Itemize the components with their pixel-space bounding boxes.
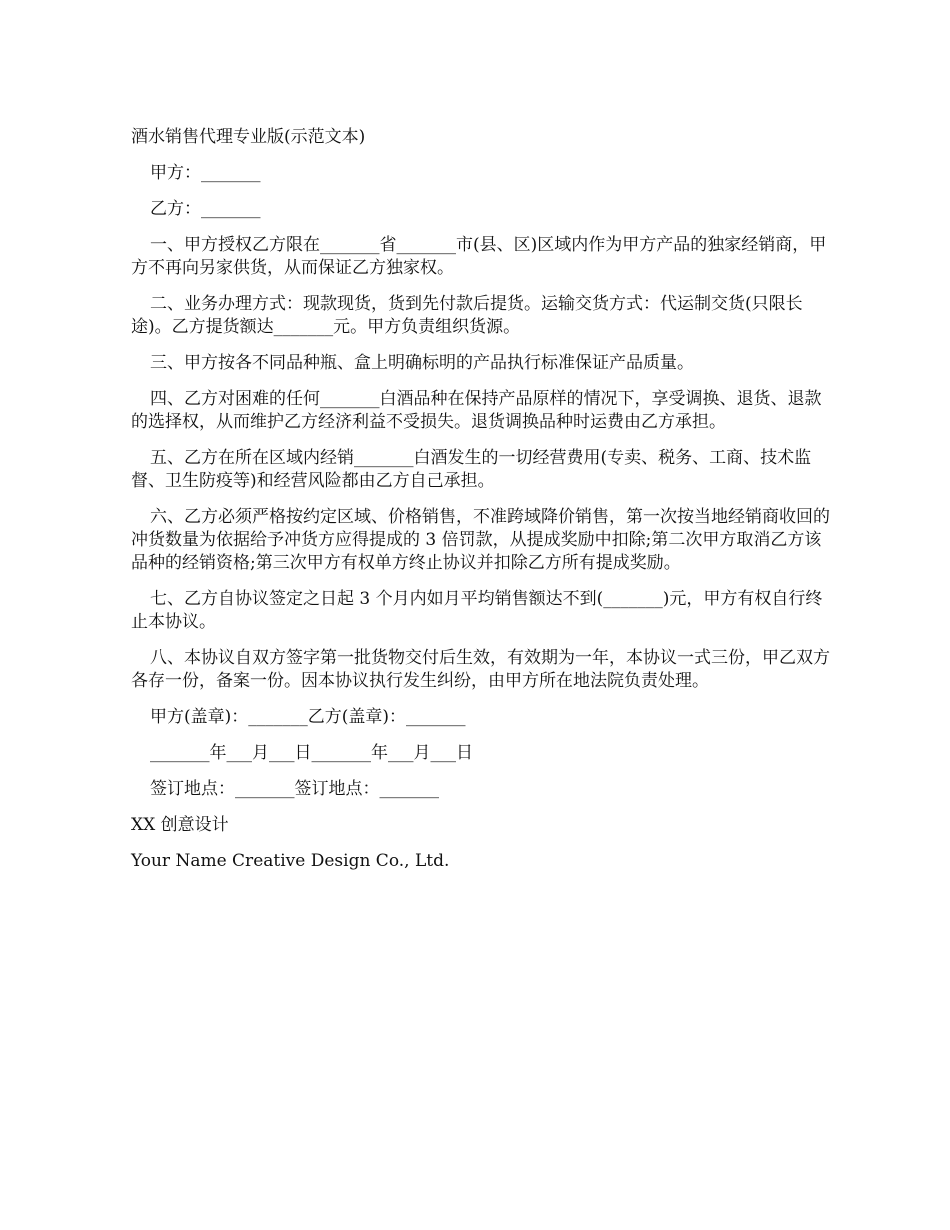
clause-6: 六、乙方必须严格按约定区域、价格销售，不准跨域降价销售，第一次按当地经销商收回的冲货数量为依据给予冲货方应得提成的 3 倍罚款，从提成奖励中扣除;第二次甲方取消乙方该品种的经销资格;第三次甲方有权单方终止协议并扣除乙方所有提成奖励。 bbox=[131, 507, 830, 573]
clause-5: 五、乙方在所在区域内经销_______白酒发生的一切经营费用(专卖、税务、工商、技术监督、卫生防疫等)和经营风险都由乙方自己承担。 bbox=[131, 448, 812, 491]
clause-1: 一、甲方授权乙方限在_______省_______市(县、区)区域内作为甲方产品的独家经销商，甲方不再向另家供货，从而保证乙方独家权。 bbox=[131, 235, 827, 278]
company-name-cn: XX 创意设计 bbox=[131, 815, 229, 835]
clause-7: 七、乙方自协议签定之日起 3 个月内如月平均销售额达不到(_______)元，甲方有权自行终止本协议。 bbox=[131, 589, 823, 632]
clause-4: 四、乙方对困难的任何_______白酒品种在保持产品原样的情况下，享受调换、退货、退款的选择权，从而维护乙方经济利益不受损失。退货调换品种时运费由乙方承担。 bbox=[131, 389, 822, 432]
signing-place-line: 签订地点：_______签订地点：_______ bbox=[150, 779, 439, 799]
party-b-line: 乙方：_______ bbox=[150, 199, 261, 219]
date-line: _______年___月___日_______年___月___日 bbox=[150, 743, 473, 763]
seal-line: 甲方(盖章)：_______乙方(盖章)：_______ bbox=[150, 707, 466, 727]
document-title: 酒水销售代理专业版(示范文本) bbox=[131, 127, 366, 147]
clause-2: 二、业务办理方式：现款现货，货到先付款后提货。运输交货方式：代运制交货(只限长途)。乙方提货额达_______元。甲方负责组织货源。 bbox=[131, 294, 803, 337]
clause-8: 八、本协议自双方签字第一批货物交付后生效，有效期为一年，本协议一式三份，甲乙双方各存一份，备案一份。因本协议执行发生纠纷，由甲方所在地法院负责处理。 bbox=[131, 648, 830, 691]
party-a-line: 甲方：_______ bbox=[150, 163, 261, 183]
document-body bbox=[131, 126, 837, 873]
clause-3: 三、甲方按各不同品种瓶、盒上明确标明的产品执行标准保证产品质量。 bbox=[150, 353, 694, 373]
company-name-en: Your Name Creative Design Co., Ltd. bbox=[131, 851, 450, 871]
